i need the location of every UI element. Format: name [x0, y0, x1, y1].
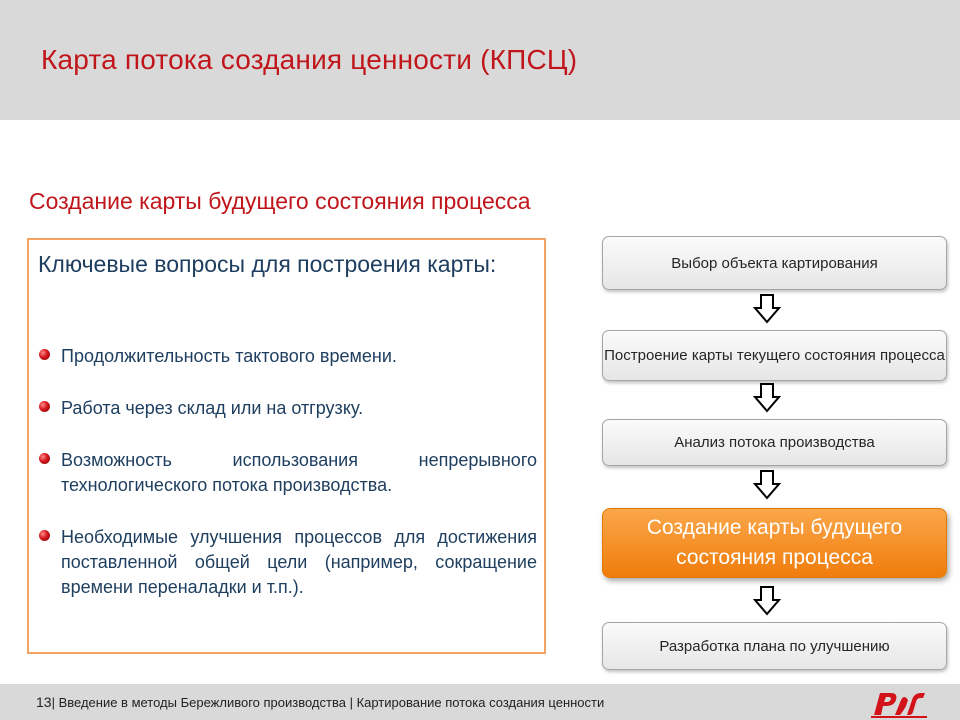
- flow-step-select-object: Выбор объекта картирования: [602, 236, 947, 290]
- down-arrow-icon: [753, 383, 781, 413]
- down-arrow-icon: [753, 586, 781, 616]
- flow-step-flow-analysis: Анализ потока производства: [602, 419, 947, 466]
- section-subtitle: Создание карты будущего состояния процесса: [29, 188, 531, 214]
- key-questions-box: [27, 238, 546, 654]
- flow-step-improvement-plan: Разработка плана по улучшению: [602, 622, 947, 670]
- slide-title: Карта потока создания ценности (КПСЦ): [41, 44, 578, 75]
- footer-caption: Введение в методы Бережливого производства | Картирование потока создания ценности: [58, 695, 605, 710]
- red-bullet-icon: [39, 401, 50, 412]
- key-questions-title: Ключевые вопросы для построения карты:: [38, 251, 497, 277]
- list-item-text: Работа через склад или на отгрузку.: [61, 398, 364, 418]
- page-number: 13: [36, 694, 52, 710]
- flow-step-current-state-map: Построение карты текущего состояния процесса: [602, 330, 947, 381]
- key-questions-list: [39, 344, 537, 600]
- list-item-text: Необходимые улучшения процессов для достижения поставленной общей цели (например, сокращение времени переналадки и т.п.).: [61, 527, 537, 597]
- footer-separator: |: [51, 695, 59, 710]
- list-item: [39, 525, 537, 600]
- list-item-text: Возможность использования непрерывного технологического потока производства.: [61, 450, 537, 495]
- red-bullet-icon: [39, 453, 50, 464]
- footer: [36, 694, 604, 710]
- list-item: [39, 344, 537, 369]
- list-item-text: Продолжительность тактового времени.: [61, 346, 397, 366]
- flow-step-future-state-map: Создание карты будущего состояния процесса: [602, 508, 947, 578]
- list-item: [39, 448, 537, 498]
- red-bullet-icon: [39, 530, 50, 541]
- down-arrow-icon: [753, 470, 781, 500]
- red-bullet-icon: [39, 349, 50, 360]
- down-arrow-icon: [753, 294, 781, 324]
- list-item: [39, 396, 537, 421]
- rzd-logo-icon: [871, 688, 927, 718]
